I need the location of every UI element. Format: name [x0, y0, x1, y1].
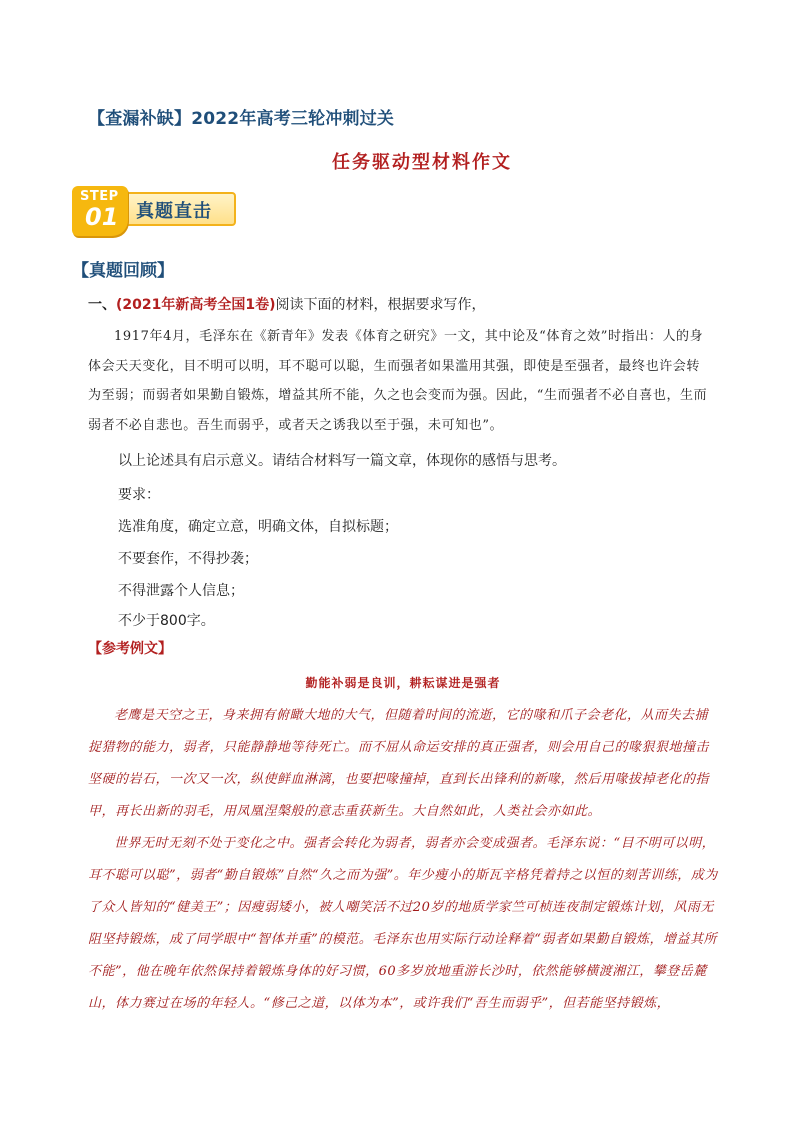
material-paragraph: 1917年4月，毛泽东在《新青年》发表《体育之研究》一文，其中论及“体育之效”时指出：人的身体会天天变化，目不明可以明，耳不聪可以聪，生而强者如果滥用其强，即使是至强者，最终也许会转为至弱；而弱者如果勤自锻炼，增益其所不能，久之也会变而为强。因此，“生而强者不必自喜也，生而弱者不必自悲也。吾生而弱乎，或者天之诱我以至于强，未可知也”。	[88, 329, 708, 433]
step-number: 01	[85, 203, 119, 231]
requirement-item: 不得泄露个人信息；	[118, 583, 244, 599]
essay-paragraph: 世界无时无刻不处于变化之中。强者会转化为弱者，弱者亦会变成强者。毛泽东说：“目不明可以明，耳不聪可以聪”，弱者“勤自锻炼”自然“久之而为强”。年少瘦小的斯瓦辛格凭着持之以恒的刻苦训练，成为了众人皆知的“健美王”；因瘦弱矮小，被人嘲笑活不过20岁的地质学家竺可桢连夜制定锻炼计划，风雨无阻坚持锻炼，成了同学眼中“智体并重”的模范。毛泽东也用实际行动诠释着“弱者如果勤自锻炼，增益其所不能”，他在晚年依然保持着锻炼身体的好习惯，60多岁放地重游长沙时，依然能够横渡湘江，攀登岳麓山，体力赛过在场的年轻人。“修己之道，以体为本”，或许我们“吾生而弱乎”，但若能坚持锻炼，	[88, 836, 718, 1011]
header-title: 【查漏补缺】2022年高考三轮冲刺过关	[88, 109, 395, 129]
step-title: 真题直击	[136, 201, 212, 222]
step-label: STEP	[80, 189, 119, 204]
requirement-heading: 要求：	[118, 487, 160, 503]
requirement-intro: 以上论述具有启示意义。请结合材料写一篇文章，体现你的感悟与思考。	[118, 453, 566, 469]
requirement-item: 不少于800字。	[118, 613, 215, 629]
step-badge-icon	[72, 186, 128, 236]
essay-paragraph: 老鹰是天空之王，身来拥有俯瞰大地的大气，但随着时间的流逝，它的喙和爪子会老化，从而失去捕捉猎物的能力，弱者，只能静静地等待死亡。而不屈从命运安排的真正强者，则会用自己的喙狠狠地撞击坚硬的岩石，一次又一次，纵使鲜血淋漓，也要把喙撞掉，直到长出锋利的新喙，然后用喙拔掉老化的指甲，再长出新的羽毛，用凤凰涅槃般的意志重获新生。大自然如此，人类社会亦如此。	[88, 708, 710, 819]
section-heading: 【真题回顾】	[72, 261, 174, 281]
requirement-item: 选准角度，确定立意，明确文体，自拟标题；	[118, 519, 398, 535]
reference-label: 【参考例文】	[88, 641, 172, 657]
question-source: (2021年新高考全国1卷)	[116, 297, 276, 313]
question-line	[88, 294, 486, 314]
requirement-item: 不要套作，不得抄袭；	[118, 551, 258, 567]
document-subtitle: 任务驱动型材料作文	[332, 152, 512, 173]
question-prompt: 阅读下面的材料，根据要求写作，	[275, 297, 486, 313]
step-banner	[72, 186, 238, 238]
question-number: 一、	[88, 297, 116, 313]
essay-title: 勤能补弱是良训，耕耘谋进是强者	[305, 676, 501, 690]
